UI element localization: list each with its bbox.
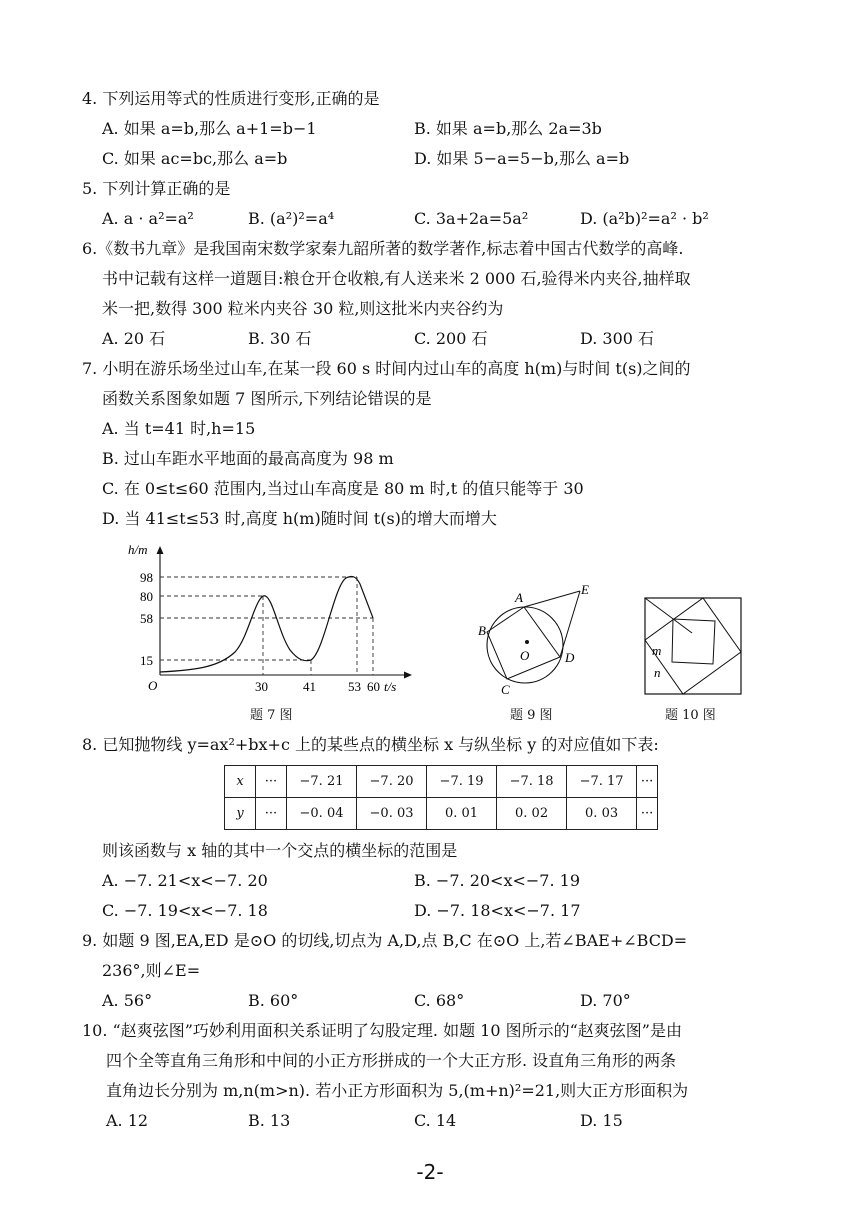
triangle-leg-1 (645, 598, 692, 633)
x-axis-arrow-icon (404, 672, 412, 679)
q9-option-d: D. 70° (580, 991, 631, 1010)
q5-option-b: B. (a²)²=a⁴ (248, 209, 335, 228)
table-cell: −0. 03 (357, 798, 427, 830)
spacer-line (703, 598, 705, 646)
table-cell: ··· (637, 798, 658, 830)
q10-option-d: D. 15 (580, 1111, 623, 1130)
table-cell: −7. 19 (427, 766, 497, 798)
table-cell: y (225, 798, 256, 830)
xtick-30: 30 (255, 679, 268, 694)
q7-option-c: C. 在 0≤t≤60 范围内,当过山车高度是 80 m 时,t 的值只能等于 30 (102, 479, 584, 498)
table-cell: −7. 17 (567, 766, 637, 798)
page-number: -2- (416, 1160, 444, 1184)
figure-7-graph (120, 540, 420, 700)
height-curve (160, 576, 373, 672)
center-dot (525, 640, 529, 644)
q8-line2: 则该函数与 x 轴的其中一个交点的横坐标的范围是 (102, 841, 458, 860)
table-cell: −7. 21 (287, 766, 357, 798)
tangent-ed (560, 591, 580, 657)
label-n: n (654, 665, 661, 680)
table-row (225, 766, 658, 798)
q8-option-c: C. −7. 19<x<−7. 18 (102, 901, 268, 920)
q7-option-a: A. 当 t=41 时,h=15 (102, 419, 256, 438)
table-cell: 0. 03 (567, 798, 637, 830)
ytick-80: 80 (140, 589, 153, 604)
q8-option-d: D. −7. 18<x<−7. 17 (414, 901, 581, 920)
figure-9-diagram (470, 578, 600, 700)
tangent-ea (524, 591, 580, 607)
q6-line1: 6.《数书九章》是我国南宋数学家秦九韶所著的数学著作,标志着中国古代数学的高峰. (82, 239, 684, 258)
y-axis-arrow-icon (157, 546, 164, 554)
figure-10-diagram (640, 594, 746, 696)
figure-9-caption: 题 9 图 (510, 708, 553, 723)
q10-line1: 10. “赵爽弦图”巧妙利用面积关系证明了勾股定理. 如题 10 图所示的“赵爽弦图”是由 (82, 1021, 682, 1040)
q10-option-c: C. 14 (414, 1111, 457, 1130)
table-cell: −7. 20 (357, 766, 427, 798)
table-cell: ··· (637, 766, 658, 798)
q6-line3: 米一把,数得 300 粒米内夹谷 30 粒,则这批米内夹谷约为 (102, 299, 504, 318)
table-cell: −7. 18 (497, 766, 567, 798)
q9-option-a: A. 56° (102, 991, 153, 1010)
figure-7-caption: 题 7 图 (250, 708, 293, 723)
q7-option-b: B. 过山车距水平地面的最高高度为 98 m (102, 449, 394, 468)
q6-option-d: D. 300 石 (580, 329, 655, 348)
label-d: D (565, 650, 575, 665)
table-cell: ··· (256, 798, 287, 830)
q5-option-d: D. (a²b)²=a² · b² (580, 209, 709, 228)
ytick-15: 15 (140, 653, 153, 668)
q8-stem: 8. 已知抛物线 y=ax²+bx+c 上的某些点的横坐标 x 与纵坐标 y 的对应值如下表: (82, 735, 659, 754)
q5-option-a: A. a · a²=a² (102, 209, 194, 228)
q6-option-a: A. 20 石 (102, 329, 166, 348)
q6-option-c: C. 200 石 (414, 329, 488, 348)
table-cell: ··· (256, 766, 287, 798)
table-cell: 0. 02 (497, 798, 567, 830)
table-row (225, 798, 658, 830)
q10-line2: 四个全等直角三角形和中间的小正方形拼成的一个大正方形. 设直角三角形的两条 (106, 1051, 677, 1070)
q10-option-a: A. 12 (106, 1111, 149, 1130)
q4-option-d: D. 如果 5−a=5−b,那么 a=b (414, 149, 630, 168)
q5-stem: 5. 下列计算正确的是 (82, 179, 231, 198)
q4-stem: 4. 下列运用等式的性质进行变形,正确的是 (82, 89, 380, 108)
q9-option-c: C. 68° (414, 991, 465, 1010)
q8-option-a: A. −7. 21<x<−7. 20 (102, 871, 268, 890)
q10-line3: 直角边长分别为 m,n(m>n). 若小正方形面积为 5,(m+n)²=21,则大正方形面积为 (106, 1081, 689, 1100)
q4-option-a: A. 如果 a=b,那么 a+1=b−1 (102, 119, 317, 138)
xtick-60: 60 (367, 679, 380, 694)
q4-option-b: B. 如果 a=b,那么 2a=3b (414, 119, 602, 138)
label-b: B (478, 623, 486, 638)
value-table (224, 765, 658, 830)
q5-option-c: C. 3a+2a=5a² (414, 209, 529, 228)
table-cell: x (225, 766, 256, 798)
q4-option-c: C. 如果 ac=bc,那么 a=b (102, 149, 288, 168)
q9-option-b: B. 60° (248, 991, 299, 1010)
label-m: m (652, 643, 662, 658)
figure-10-caption: 题 10 图 (665, 708, 716, 723)
origin-label: O (148, 678, 158, 693)
q10-option-b: B. 13 (248, 1111, 291, 1130)
q7-line1: 7. 小明在游乐场坐过山车,在某一段 60 s 时间内过山车的高度 h(m)与时间 t(s)之间的 (82, 359, 691, 378)
ytick-58: 58 (140, 611, 153, 626)
q8-option-b: B. −7. 20<x<−7. 19 (414, 871, 580, 890)
q6-line2: 书中记载有这样一道题目:粮仓开仓收粮,有人送来米 2 000 石,验得米内夹谷,抽样取 (102, 269, 691, 288)
ytick-98: 98 (140, 570, 153, 585)
x-axis-label: t/s (384, 679, 397, 694)
table-cell: −0. 04 (287, 798, 357, 830)
label-c: C (501, 682, 510, 697)
xtick-53: 53 (348, 679, 361, 694)
q7-line2: 函数关系图象如题 7 图所示,下列结论错误的是 (102, 389, 432, 408)
label-e: E (581, 582, 589, 597)
q9-line1: 9. 如题 9 图,EA,ED 是⊙O 的切线,切点为 A,D,点 B,C 在⊙O 上,若∠BAE+∠BCD= (82, 931, 688, 950)
q6-option-b: B. 30 石 (248, 329, 312, 348)
label-a: A (515, 590, 523, 605)
small-square (672, 619, 715, 664)
xtick-41: 41 (303, 679, 316, 694)
q7-option-d: D. 当 41≤t≤53 时,高度 h(m)随时间 t(s)的增大而增大 (102, 509, 497, 528)
label-o: O (520, 648, 530, 663)
y-axis-label: h/m (128, 542, 148, 557)
table-cell: 0. 01 (427, 798, 497, 830)
q9-line2: 236°,则∠E= (102, 961, 201, 980)
